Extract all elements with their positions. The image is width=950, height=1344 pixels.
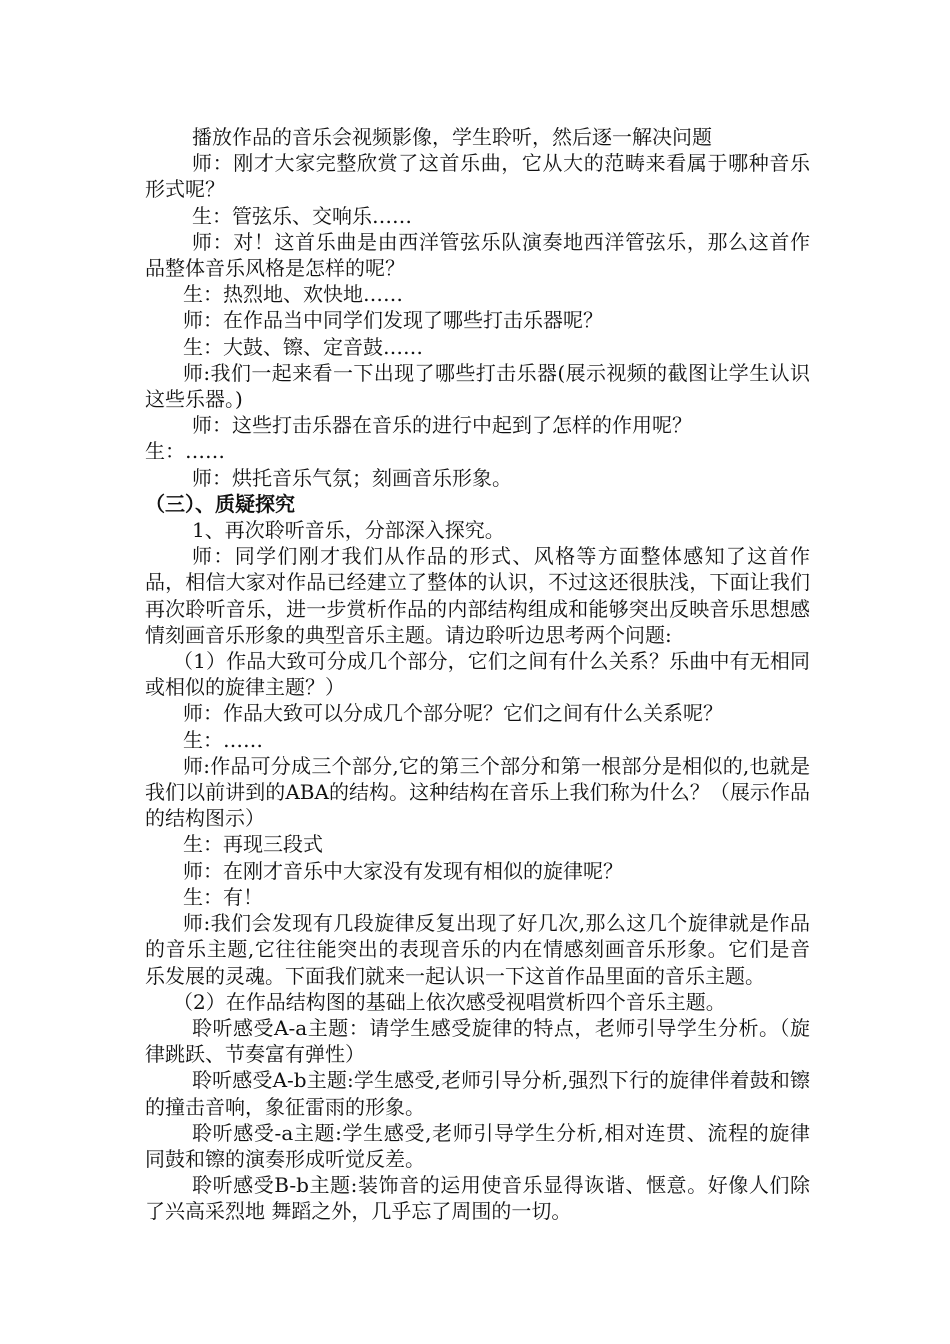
paragraph-11: 师：烘托音乐气氛；刻画音乐形象。 xyxy=(192,465,512,490)
section-heading: （三）、质疑探究 xyxy=(145,491,295,516)
paragraph-19: 生：再现三段式 xyxy=(183,832,323,857)
paragraph-16: 师：作品大致可以分成几个部分呢？它们之间有什么关系呢？ xyxy=(183,701,723,726)
paragraph-15: （1）作品大致可分成几个部分，它们之间有什么关系？乐曲中有无相同或相似的旋律主题？） xyxy=(145,649,810,700)
paragraph-18: 师:作品可分成三个部分,它的第三个部分和第一根部分是相似的,也就是我们以前讲到的ABA的结构。这种结构在音乐上我们称为什么？（展示作品的结构图示） xyxy=(145,753,810,831)
paragraph-2: 师：刚才大家完整欣赏了这首乐曲，它从大的范畴来看属于哪种音乐形式呢？ xyxy=(145,151,810,202)
paragraph-22: 师:我们会发现有几段旋律反复出现了好几次,那么这几个旋律就是作品的音乐主题,它往往能突出的表现音乐的内在情感刻画音乐形象。它们是音乐发展的灵魂。下面我们就来一起认识一下这首作品里面的音乐主题。 xyxy=(145,911,810,988)
paragraph-4: 师：对！这首乐曲是由西洋管弦乐队演奏地西洋管弦乐，那么这首作品整体音乐风格是怎样的呢？ xyxy=(145,229,810,281)
paragraph-24: 聆听感受A-a主题：请学生感受旋律的特点，老师引导学生分析。（旋律跳跃、节奏富有弹性） xyxy=(145,1015,810,1067)
paragraph-26: 聆听感受-a主题:学生感受,老师引导学生分析,相对连贯、流程的旋律同鼓和镲的演奏形成听觉反差。 xyxy=(145,1120,810,1171)
paragraph-10: 生：…… xyxy=(145,439,225,464)
paragraph-17: 生：…… xyxy=(183,727,263,752)
paragraph-14: 师：同学们刚才我们从作品的形式、风格等方面整体感知了这首作品，相信大家对作品已经建立了整体的认识，不过这还很肤浅，下面让我们再次聆听音乐，进一步赏析作品的内部结构组成和能够突出反映音乐思想感情刻画音乐形象的典型音乐主题。请边聆听边思考两个问题: xyxy=(145,544,810,647)
paragraph-5: 生：热烈地、欢快地…… xyxy=(183,282,403,307)
paragraph-13: 1、再次聆听音乐，分部深入探究。 xyxy=(192,518,505,543)
paragraph-20: 师：在刚才音乐中大家没有发现有相似的旋律呢？ xyxy=(183,858,623,883)
paragraph-7: 生：大鼓、镲、定音鼓…… xyxy=(183,334,423,359)
paragraph-25: 聆听感受A-b主题:学生感受,老师引导分析,强烈下行的旋律伴着鼓和镲的撞击音响，象征雷雨的形象。 xyxy=(145,1068,810,1119)
paragraph-9: 师：这些打击乐器在音乐的进行中起到了怎样的作用呢？ xyxy=(192,413,692,438)
paragraph-1: 播放作品的音乐会视频影像，学生聆听，然后逐一解决问题 xyxy=(192,125,712,149)
paragraph-3: 生：管弦乐、交响乐…… xyxy=(192,203,412,228)
paragraph-23: （2）在作品结构图的基础上依次感受视唱赏析四个音乐主题。 xyxy=(173,989,726,1014)
document-body xyxy=(145,124,810,1225)
paragraph-6: 师：在作品当中同学们发现了哪些打击乐器呢？ xyxy=(183,308,603,333)
paragraph-8: 师:我们一起来看一下出现了哪些打击乐器(展示视频的截图让学生认识这些乐器。) xyxy=(145,360,810,412)
paragraph-27: 聆听感受B-b主题:装饰音的运用使音乐显得诙谐、惬意。好像人们除了兴高采烈地 舞蹈之外，几乎忘了周围的一切。 xyxy=(145,1173,810,1224)
paragraph-21: 生：有！ xyxy=(183,884,263,909)
